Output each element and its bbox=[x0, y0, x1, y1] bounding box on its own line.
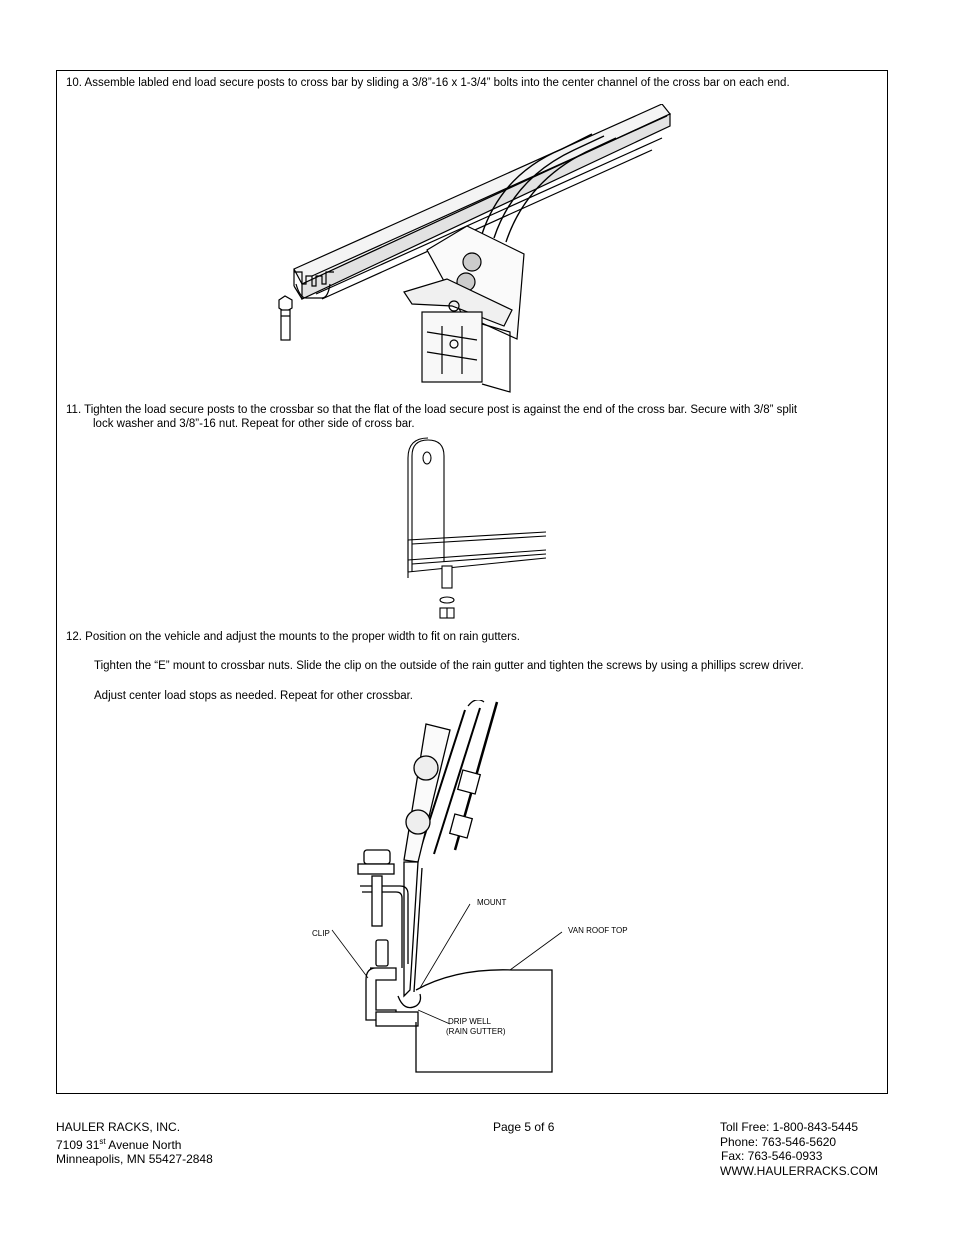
step-11-text-line2: lock washer and 3/8”-16 nut. Repeat for other side of cross bar. bbox=[93, 418, 415, 430]
crossbar-assembly-figure bbox=[272, 104, 672, 394]
rain-gutter-mount-figure bbox=[300, 700, 640, 1080]
step-10-text: 10. Assemble labled end load secure posts to cross bar by sliding a 3/8”-16 x 1-3/4” bolts into the center channel of the cross bar on each end. bbox=[66, 77, 790, 89]
company-address: 7109 31st Avenue North bbox=[56, 1136, 182, 1152]
step-12-para2: Tighten the “E” mount to crossbar nuts. Slide the clip on the outside of the rain gutter and tighten the screws by using a phillips screw driver. bbox=[94, 660, 804, 672]
step-12-text: 12. Position on the vehicle and adjust the mounts to the proper width to fit on rain gutters. bbox=[66, 631, 520, 643]
fax: Fax: 763-546-0933 bbox=[721, 1149, 823, 1163]
step-12-para3: Adjust center load stops as needed. Repeat for other crossbar. bbox=[94, 690, 413, 702]
van-roof-top-label: VAN ROOF TOP bbox=[568, 926, 628, 935]
company-city: Minneapolis, MN 55427-2848 bbox=[56, 1152, 213, 1166]
website-link[interactable]: WWW.HAULERRACKS.COM bbox=[720, 1163, 879, 1178]
company-name: HAULER RACKS, INC. bbox=[56, 1120, 181, 1134]
step-11-text-line1: 11. Tighten the load secure posts to the crossbar so that the flat of the load secure post is against the end of the cross bar. Secure with 3/8” split bbox=[66, 404, 798, 416]
load-secure-post-figure bbox=[400, 432, 546, 622]
footer-company-block bbox=[56, 1120, 213, 1167]
clip-label: CLIP bbox=[312, 929, 330, 938]
mount-label: MOUNT bbox=[477, 898, 507, 907]
page-number: Page 5 of 6 bbox=[493, 1120, 555, 1134]
phone: Phone: 763-546-5620 bbox=[720, 1134, 837, 1149]
drip-well-label: DRIP WELL bbox=[448, 1017, 491, 1026]
rain-gutter-label: (RAIN GUTTER) bbox=[446, 1027, 506, 1036]
toll-free: Toll Free: 1-800-843-5445 bbox=[720, 1120, 859, 1134]
footer-contact-block bbox=[720, 1120, 878, 1178]
